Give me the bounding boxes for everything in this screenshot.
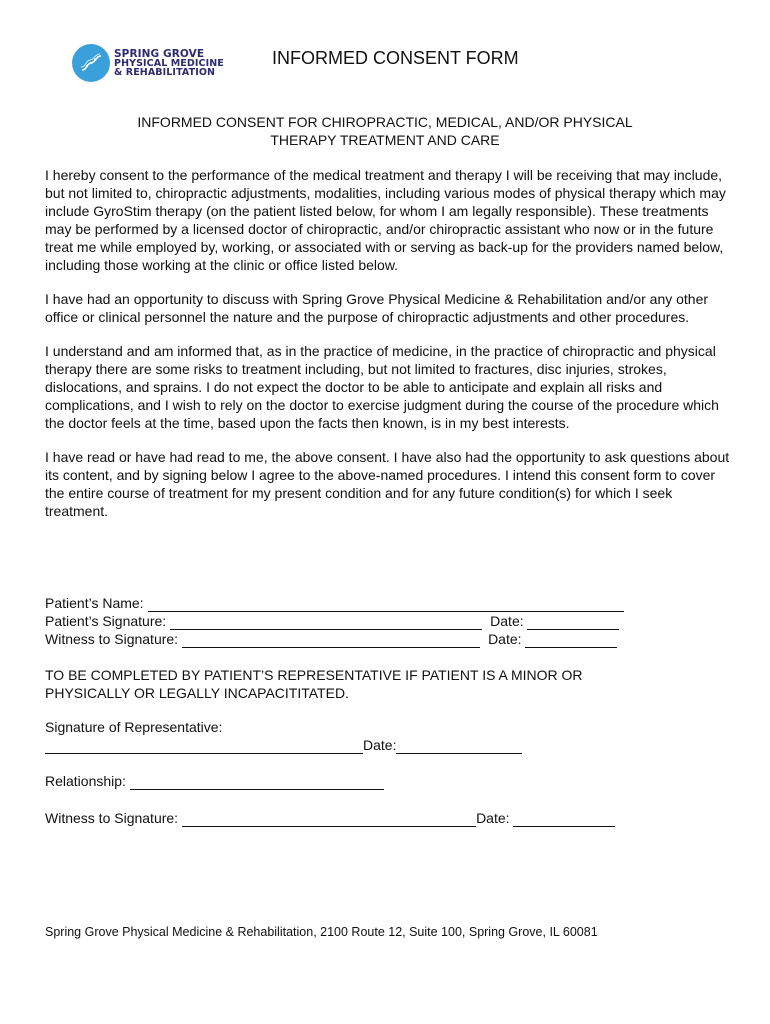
representative-witness-field[interactable] bbox=[182, 812, 476, 827]
witness-signature-field[interactable] bbox=[182, 633, 480, 648]
patient-name-label: Patient’s Name: bbox=[45, 595, 144, 611]
representative-witness-date-label: Date: bbox=[476, 810, 510, 826]
spine-logo-icon bbox=[72, 44, 110, 82]
clinic-logo bbox=[72, 44, 224, 82]
witness-date-label: Date: bbox=[488, 631, 522, 647]
consent-body bbox=[45, 166, 730, 536]
witness-row bbox=[45, 630, 645, 648]
representative-witness-date-field[interactable] bbox=[513, 812, 615, 827]
relationship-field[interactable] bbox=[130, 775, 384, 790]
consent-paragraph: I understand and am informed that, as in the practice of medicine, in the practice of chiropractic and physical therapy there are some risks to treatment including, but not limited to fractures, disc injuries, strokes, dislocations, and sprains. I do not expect the doctor to be able to anticipate and explain all risks and complications, and I wish to rely on the doctor to exercise judgment during the course of the procedure which the doctor feels at the time, based upon the facts then known, is in my best interests. bbox=[45, 343, 719, 431]
clinic-address-footer: Spring Grove Physical Medicine & Rehabilitation, 2100 Route 12, Suite 100, Spring Grove, IL 60081 bbox=[45, 925, 598, 939]
patient-signature-label: Patient’s Signature: bbox=[45, 613, 167, 629]
logo-line-1: SPRING GROVE bbox=[114, 47, 205, 60]
representative-signature-block bbox=[45, 718, 685, 827]
representative-date-label: Date: bbox=[363, 737, 397, 753]
representative-witness-row bbox=[45, 809, 685, 827]
representative-signature-row bbox=[45, 736, 685, 754]
witness-date-field[interactable] bbox=[525, 633, 617, 648]
representative-note bbox=[45, 666, 685, 702]
patient-signature-row bbox=[45, 612, 645, 630]
representative-signature-label-row bbox=[45, 718, 685, 736]
subtitle-line-2: THERAPY TREATMENT AND CARE bbox=[270, 132, 500, 148]
patient-signature-field[interactable] bbox=[170, 615, 482, 630]
representative-signature-field[interactable] bbox=[45, 739, 363, 754]
logo-wordmark bbox=[114, 47, 224, 78]
patient-name-field[interactable] bbox=[148, 597, 624, 612]
representative-witness-label: Witness to Signature: bbox=[45, 810, 179, 826]
representative-date-field[interactable] bbox=[396, 739, 522, 754]
witness-label: Witness to Signature: bbox=[45, 631, 179, 647]
document-header bbox=[0, 0, 770, 95]
consent-paragraph: I have had an opportunity to discuss with Spring Grove Physical Medicine & Rehabilitation and/or any other office or clinical personnel the nature and the purpose of chiropractic adjustments and other procedures. bbox=[45, 291, 709, 325]
form-subtitle bbox=[45, 113, 725, 149]
consent-paragraph: I have read or have had read to me, the above consent. I have also had the opportunity to ask questions about its content, and by signing below I agree to the above-named procedures. I intend this consent form to cover the entire course of treatment for my present condition and for any future condition(s) for which I seek treatment. bbox=[45, 449, 730, 519]
patient-name-row bbox=[45, 594, 645, 612]
patient-signature-block bbox=[45, 594, 645, 648]
relationship-label: Relationship: bbox=[45, 773, 126, 789]
logo-line-2: PHYSICAL MEDICINE bbox=[114, 57, 224, 69]
form-title: INFORMED CONSENT FORM bbox=[272, 48, 519, 68]
patient-date-field[interactable] bbox=[527, 615, 619, 630]
relationship-row bbox=[45, 772, 685, 790]
patient-date-label: Date: bbox=[490, 613, 524, 629]
representative-note-line-1: TO BE COMPLETED BY PATIENT’S REPRESENTATIVE IF PATIENT IS A MINOR OR bbox=[45, 667, 583, 683]
logo-line-3: & REHABILITATION bbox=[114, 66, 216, 78]
subtitle-line-1: INFORMED CONSENT FOR CHIROPRACTIC, MEDICAL, AND/OR PHYSICAL bbox=[137, 114, 633, 130]
representative-note-line-2: PHYSICALLY OR LEGALLY INCAPACITITATED. bbox=[45, 685, 349, 701]
consent-paragraph: I hereby consent to the performance of the medical treatment and therapy I will be receiving that may include, but not limited to, chiropractic adjustments, modalities, including various modes of physical therapy which may include GyroStim therapy (on the patient listed below, for whom I am legally responsible). These treatments may be performed by a licensed doctor of chiropractic, and/or chiropractic assistant who now or in the future treat me while employed by, working, or associated with or serving as back-up for the providers named below, including those working at the clinic or office listed below. bbox=[45, 167, 726, 273]
representative-signature-label: Signature of Representative: bbox=[45, 719, 223, 735]
